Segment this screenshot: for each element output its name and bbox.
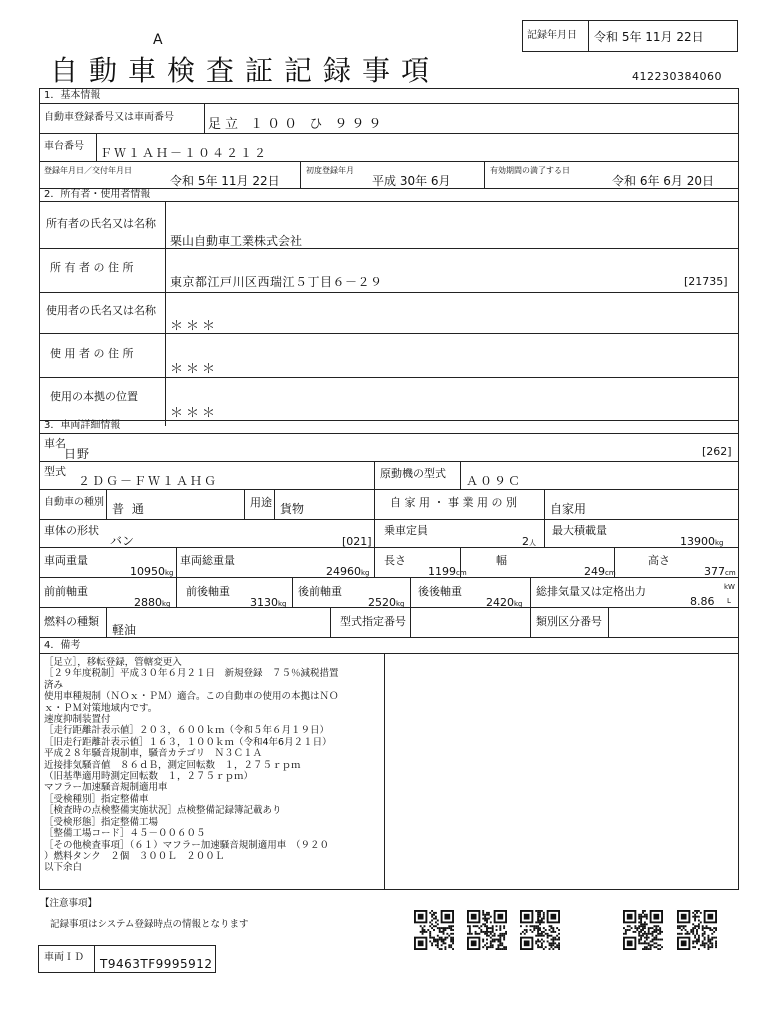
length-value: 1199 <box>428 565 456 578</box>
base-location-value: ＊＊＊ <box>170 406 219 421</box>
rr-axle-unit: kg <box>514 600 523 608</box>
private-label: 自 家 用 ・ 事 業 用 の 別 <box>390 496 517 509</box>
chassis-value: ＦＷ１ＡＨ－１０４２１２ <box>100 146 269 160</box>
remarks-line: ［足立］，移転登録，管轄変更入 <box>44 657 182 668</box>
capacity-value: 2 <box>522 535 529 548</box>
first-reg-label: 初度登録年月 <box>306 166 354 175</box>
base-location-label: 使用の本拠の位置 <box>50 390 138 403</box>
engine-value: Ａ０９Ｃ <box>466 474 523 488</box>
kind-label: 自動車の種別 <box>44 497 104 508</box>
owner-name-value: 栗山自動車工業株式会社 <box>170 234 303 248</box>
remarks-line: マフラー加速騒音規制適用車 <box>44 782 168 794</box>
body-code: [021] <box>342 535 372 548</box>
displacement-unit-bottom: L <box>727 597 731 605</box>
fr-axle-label: 前後軸重 <box>186 585 230 598</box>
type-mark: A <box>153 32 163 48</box>
maker-value: 日野 <box>64 447 91 461</box>
weight-unit: kg <box>165 569 174 577</box>
width-unit: cm <box>605 569 616 577</box>
user-name-label: 使用者の氏名又は名称 <box>46 304 156 317</box>
section2-heading: 2．所有者・使用者情報 <box>44 189 151 200</box>
displacement-value: 8.86 <box>690 595 715 608</box>
record-date-label: 記録年月日 <box>527 30 577 41</box>
max-load-value: 13900 <box>680 535 715 548</box>
user-address-value: ＊＊＊ <box>170 362 219 377</box>
remarks-line: ［検査時の点検整備実施状況］点検整備記録簿記載あり <box>44 805 282 817</box>
type-no-label: 型式指定番号 <box>340 615 406 628</box>
rr-axle-value: 2420 <box>486 596 514 609</box>
qr-code-icon <box>677 910 717 950</box>
qr-code-icon <box>467 910 507 950</box>
issue-date-label: 登録年月日／交付年月日 <box>44 166 132 175</box>
section4-heading: 4．備考 <box>44 640 81 651</box>
ff-axle-value: 2880 <box>134 596 162 609</box>
kind-value: 普 通 <box>112 502 146 516</box>
remarks-text <box>44 657 339 874</box>
remarks-line: 済み <box>44 679 64 691</box>
max-load-unit: kg <box>715 539 724 547</box>
fr-axle-value-wrap <box>250 595 287 612</box>
expiry-value: 令和 6年 6月 20日 <box>612 174 714 188</box>
max-load-label: 最大積載量 <box>552 524 607 537</box>
displacement-label: 総排気量又は定格出力 <box>536 585 646 598</box>
section3-heading: 3．車両詳細情報 <box>44 420 121 431</box>
reg-no-value: 足立 １００ ひ ９９９ <box>208 117 386 132</box>
owner-address-label: 所 有 者 の 住 所 <box>50 261 134 274</box>
remarks-line: 近接排気騒音値 ８６ｄＢ，測定回転数 １，２７５ｒｐｍ <box>44 759 301 771</box>
section1-heading: 1．基本情報 <box>44 90 101 101</box>
qr-code-icon <box>414 910 454 950</box>
ff-axle-label: 前前軸重 <box>44 585 88 598</box>
qr-code-icon <box>520 910 560 950</box>
chassis-label: 車台番号 <box>44 141 84 152</box>
body-label: 車体の形状 <box>44 524 99 537</box>
maker-code: [262] <box>702 445 732 458</box>
width-value-wrap <box>584 564 616 581</box>
reg-no-label: 自動車登録番号又は車両番号 <box>44 112 174 123</box>
remarks-line: ［その他検査事項］（６１）マフラー加速騒音規制適用車 （９２０ <box>44 839 330 851</box>
weight-value: 10950 <box>130 565 165 578</box>
max-load-value-wrap <box>680 534 724 551</box>
height-value: 377 <box>704 565 725 578</box>
qr-code-icon <box>623 910 663 950</box>
weight-label: 車両重量 <box>44 554 88 567</box>
ff-axle-value-wrap <box>134 595 171 612</box>
rf-axle-value: 2520 <box>368 596 396 609</box>
length-unit: cm <box>456 569 467 577</box>
remarks-line: 平成２８年騒音規制車，騒音カテゴリ Ｎ３Ｃ１Ａ <box>44 748 263 760</box>
weight-value-wrap <box>130 564 174 581</box>
height-label: 高さ <box>648 554 670 567</box>
length-label: 長さ <box>384 554 406 567</box>
fuel-value: 軽油 <box>112 623 137 637</box>
capacity-label: 乗車定員 <box>384 524 428 537</box>
height-unit: cm <box>725 569 736 577</box>
capacity-value-wrap <box>522 534 536 551</box>
rr-axle-value-wrap <box>486 595 523 612</box>
gross-value: 24960 <box>326 565 361 578</box>
expiry-label: 有効期間の満了する日 <box>490 166 570 175</box>
gross-label: 車両総重量 <box>180 554 235 567</box>
record-date-value: 令和 5年 11月 22日 <box>594 30 704 44</box>
class-no-label: 類別区分番号 <box>536 615 602 628</box>
first-reg-value: 平成 30年 6月 <box>372 174 451 188</box>
gross-value-wrap <box>326 564 370 581</box>
owner-name-label: 所有者の氏名又は名称 <box>46 217 156 230</box>
remarks-line: （旧基準適用時測定回転数 １，２７５ｒｐｍ） <box>44 771 254 783</box>
remarks-line: ［受検種別］指定整備車 <box>44 793 149 805</box>
model-value: ２ＤＧ－ＦＷ１ＡＨＧ <box>78 474 219 488</box>
remarks-line: ［整備工場コード］４５－００６０５ <box>44 828 206 840</box>
capacity-unit: 人 <box>529 539 536 547</box>
remarks-line: ｘ・ＰＭ対策地域内です。 <box>44 702 158 714</box>
owner-address-value: 東京都江戸川区西瑞江５丁目６－２９ <box>170 275 383 289</box>
rr-axle-label: 後後軸重 <box>418 585 462 598</box>
width-label: 幅 <box>496 554 507 567</box>
gross-unit: kg <box>361 569 370 577</box>
private-value: 自家用 <box>550 502 587 516</box>
rf-axle-value-wrap <box>368 595 405 612</box>
page-title: 自動車検査証記録事項 <box>50 54 441 87</box>
use-label: 用途 <box>250 496 272 509</box>
remarks-line: ［旧走行距離計表示値］１６３，１００ｋｍ（令和4年6月２１日） <box>44 736 332 748</box>
body-value: バン <box>110 534 135 548</box>
user-name-value: ＊＊＊ <box>170 319 219 334</box>
user-address-label: 使 用 者 の 住 所 <box>50 347 134 360</box>
maker-label: 車名 <box>44 437 66 450</box>
notes-text: 記録事項はシステム登録時点の情報となります <box>50 919 249 930</box>
remarks-line: 以下余白 <box>44 862 83 874</box>
owner-address-code: [21735] <box>684 275 728 288</box>
fr-axle-unit: kg <box>278 600 287 608</box>
remarks-line: 速度抑制装置付 <box>44 714 111 726</box>
rf-axle-unit: kg <box>396 600 405 608</box>
remarks-line: ［受検形態］指定整備工場 <box>44 816 159 828</box>
ff-axle-unit: kg <box>162 600 171 608</box>
rf-axle-label: 後前軸重 <box>298 585 342 598</box>
width-value: 249 <box>584 565 605 578</box>
height-value-wrap <box>704 564 736 581</box>
displacement-unit-top: kW <box>724 583 735 591</box>
engine-label: 原動機の型式 <box>380 467 446 480</box>
document-number: 412230384060 <box>632 70 722 83</box>
fr-axle-value: 3130 <box>250 596 278 609</box>
use-value: 貨物 <box>280 502 305 516</box>
remarks-line: 使用車種規制（ＮＯｘ・ＰＭ）適合。この自動車の使用の本拠はＮＯ <box>44 691 339 703</box>
issue-date-value: 令和 5年 11月 22日 <box>170 174 280 188</box>
remarks-line: ）燃料タンク ２個 ３００Ｌ ２００Ｌ <box>44 850 225 862</box>
remarks-line: ［走行距離計表示値］２０３，６００ｋｍ（令和５年６月１９日） <box>44 725 330 737</box>
vehicle-id-label: 車両ＩＤ <box>44 952 84 963</box>
vehicle-id-value: T9463TF9995912 <box>100 957 213 971</box>
remarks-line: ［２９年度税制］平成３０年６月２１日 新規登録 ７５％減税措置 <box>44 668 339 680</box>
notes-heading: 【注意事項】 <box>40 898 98 909</box>
fuel-label: 燃料の種類 <box>44 615 99 628</box>
model-label: 型式 <box>44 465 66 478</box>
